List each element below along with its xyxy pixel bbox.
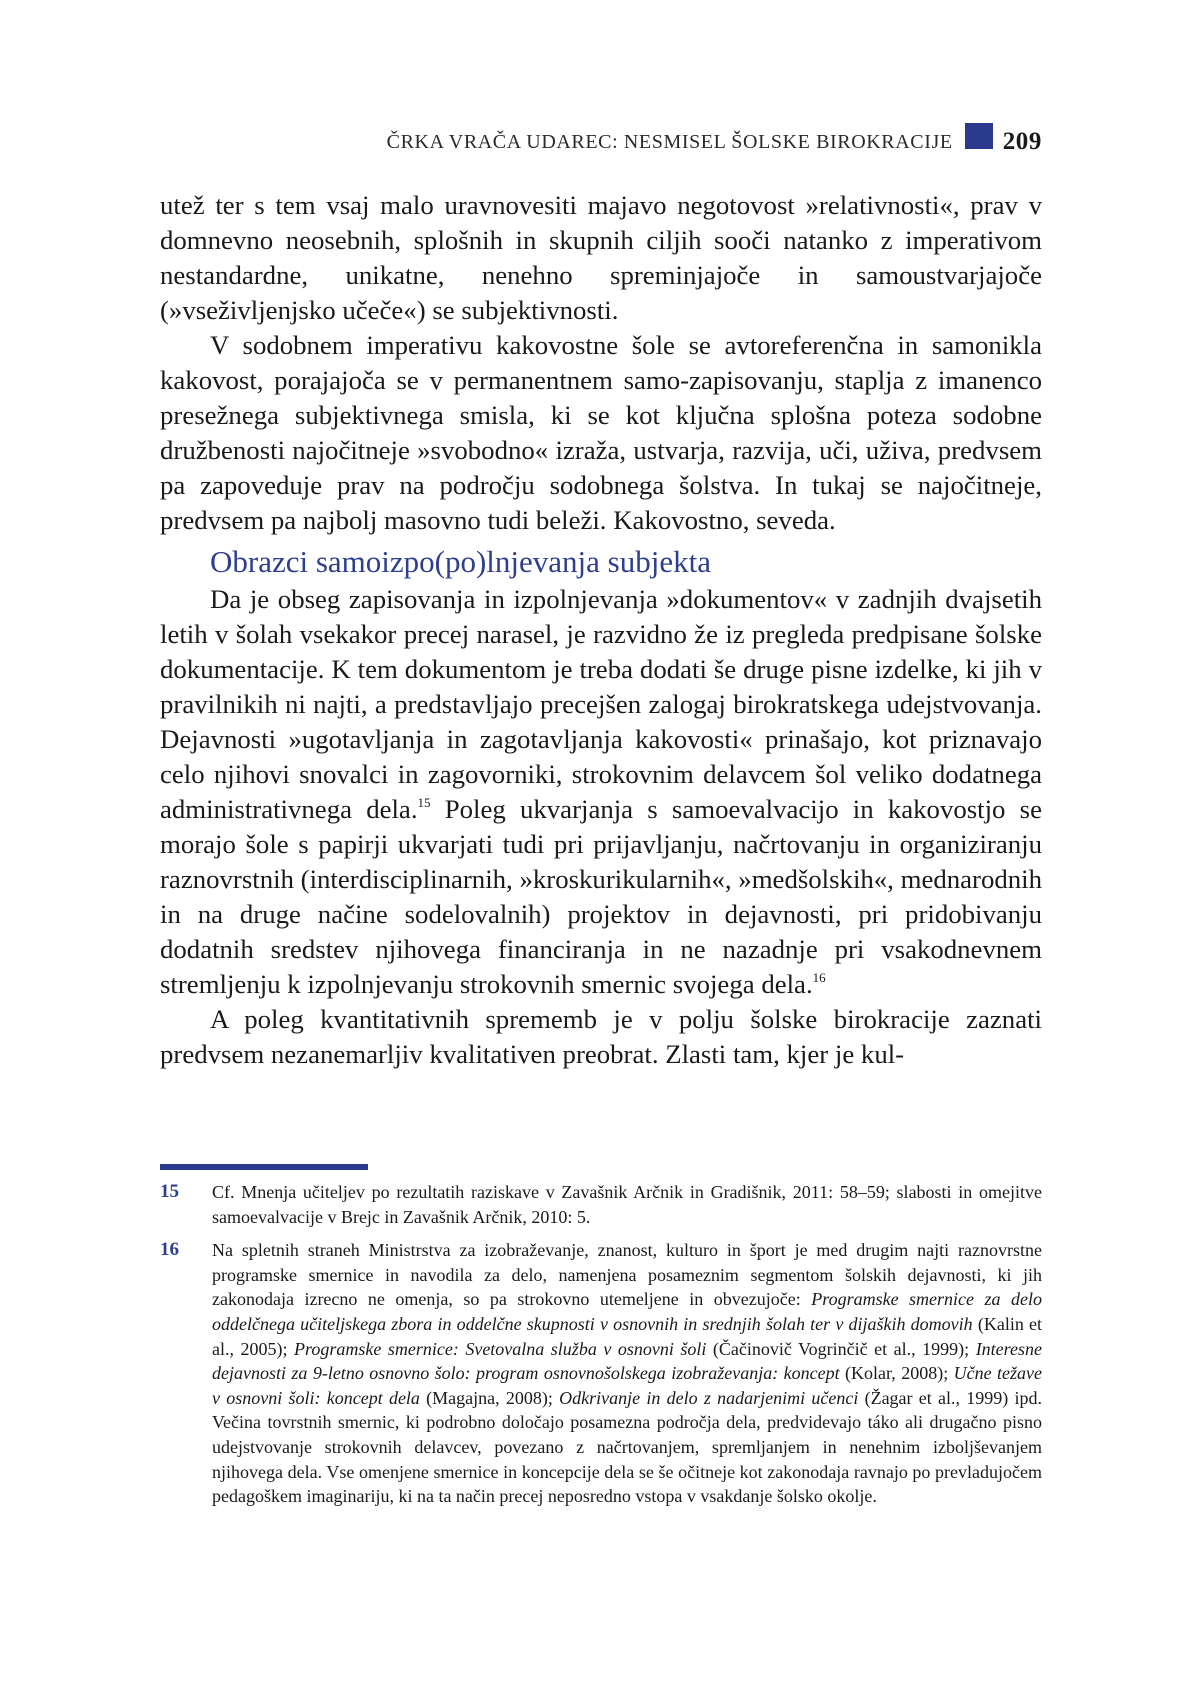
paragraph-3-part-a: Da je obseg zapisovanja in izpolnjevanja »dokumentov« v zadnjih dvajsetih letih v šolah vsekakor precej narasel, je razvidno že iz pregleda predpisane šolske dokumentacije. K tem dokumentom je treba dodati še druge pisne izdelke, ki jih v pravilnikih ni najti, a predstavljajo precejšen zalogaj birokratskega udejstvovanja. Dejavnosti »ugotavljanja in zagotavljanja kakovosti« prinašajo, kot priznavajo celo njihovi snovalci in zagovorniki, strokovnim delavcem šol veliko dodatnega administrativnega dela. — [160, 584, 1042, 824]
main-text — [160, 188, 1042, 1072]
paragraph-2: V sodobnem imperativu kakovostne šole se avtoreferenčna in samonikla kakovost, porajajoča se v permanentnem samo-zapisovanju, staplja z imanenco presežnega subjektivnega smisla, ki se kot ključna splošna poteza sodobne družbenosti najočitneje »svobodno« izraža, ustvarja, razvija, uči, uživa, predvsem pa zapoveduje prav na področju sodobnega šolstva. In tukaj se najočitneje, predvsem pa najbolj masovno tudi beleži. Kakovostno, seveda. — [160, 330, 1042, 535]
fn-text-segment: (Kalin et al., 2005); — [212, 1313, 1042, 1359]
footnote-16 — [160, 1238, 1042, 1509]
paragraph-3-part-b: Poleg ukvarjanja s samoevalvacijo in kakovostjo se morajo šole s papirji ukvarjati tudi pri prijavljanju, načrtovanju in organiziranju raznovrstnih (interdisciplinarnih, »kroskurikularnih«, »medšolskih«, mednarodnih in na druge načine sodelovalnih) projektov in dejavnosti, pri pridobivanju dodatnih sredstev njihovega financiranja in ne nazadnje pri vsakodnevnem stremljenju k izpolnjevanju strokovnih smernic svojega dela. — [160, 794, 1042, 999]
paragraph-4: A poleg kvantitativnih sprememb je v polju šolske birokracije zaznati predvsem nezanemarljiv kvalitativen preobrat. Zlasti tam, kjer je kul- — [160, 1004, 1042, 1069]
paragraph-1: utež ter s tem vsaj malo uravnovesiti majavo negotovost »relativnosti«, prav v domnevno neosebnih, splošnih in skupnih ciljih sooči natanko z imperativom nestandardne, unikatne, nenehno spreminjajoče in samoustvarjajoče (»vseživljenjsko učeče«) se subjektivnosti. — [160, 190, 1042, 325]
footnote-number: 16 — [160, 1239, 179, 1261]
section-heading: Obrazci samoizpo(po)lnjevanja subjekta — [210, 544, 711, 579]
running-head — [160, 128, 1042, 156]
footnote-ref-15[interactable]: 15 — [417, 795, 431, 810]
fn-text-segment: (Magajna, 2008); — [419, 1387, 560, 1408]
fn-text-segment: (Žagar et al., 1999) ipd. Večina tovrstnih smernic, ki podrobno določajo posamezna področja dela, predvidevajo táko ali drugačno pisno udejstvovanje strokovnih delavcev, povezano z načrtovanjem, spremljanjem in nenehnim izboljševanjem njihovega dela. Vse omenjene smernice in koncepcije dela se še očitneje kot zakonodaja ravnajo po prevladujočem pedagoškem imaginariju, ki na ta način precej neposredno vstopa v vsakdanje šolsko okolje. — [212, 1387, 1043, 1507]
footnote-text: Cf. Mnenja učiteljev po rezultatih raziskave v Zavašnik Arčnik in Gradišnik, 2011: 58–59; slabosti in omejitve samoevalvacije v Brejc in Zavašnik Arčnik, 2010: 5. — [212, 1182, 1042, 1227]
fn-text-segment: (Čačinovič Vogrinčič et al., 1999); — [706, 1338, 976, 1359]
fn-cited-title: Interesne dejavnosti za 9-letno osnovno šolo: program osnovnošolskega izobraževanja: koncept — [212, 1338, 1042, 1384]
paragraph-3 — [160, 582, 1042, 1002]
fn-cited-title: Odkrivanje in delo z nadarjenimi učenci — [559, 1387, 859, 1408]
section-marker-square — [965, 123, 993, 149]
footnotes — [160, 1180, 1042, 1518]
footnote-15 — [160, 1180, 1042, 1229]
fn-cited-title: Programske smernice: Svetovalna služba v osnovni šoli — [294, 1338, 707, 1359]
fn-text-segment: Na spletnih straneh Ministrstva za izobraževanje, znanost, kulturo in šport je med drugim najti raznovrstne programske smernice in navodila za delo, namenjena posameznim segmentom šolskih dejavnosti, ki jih zakonodaja izrecno ne omenja, so pa strokovno utemeljene in obvezujoče: — [212, 1240, 1042, 1310]
running-title: ČRKA VRAČA UDAREC: NESMISEL ŠOLSKE BIROKRACIJE — [386, 130, 953, 153]
fn-text-segment: (Kolar, 2008); — [839, 1363, 954, 1384]
footnote-rule — [160, 1164, 368, 1170]
fn-cited-title: Programske smernice za delo oddelčnega učiteljskega zbora in oddelčne skupnosti v osnovnih in srednjih šolah ter v dijaških domovih — [212, 1289, 1043, 1334]
footnote-number: 15 — [160, 1181, 179, 1202]
page-number: 209 — [1002, 128, 1042, 155]
fn-cited-title: Učne težave v osnovni šoli: koncept dela — [212, 1363, 1042, 1408]
footnote-ref-16[interactable]: 16 — [812, 970, 826, 985]
footnote-text — [212, 1238, 1042, 1509]
